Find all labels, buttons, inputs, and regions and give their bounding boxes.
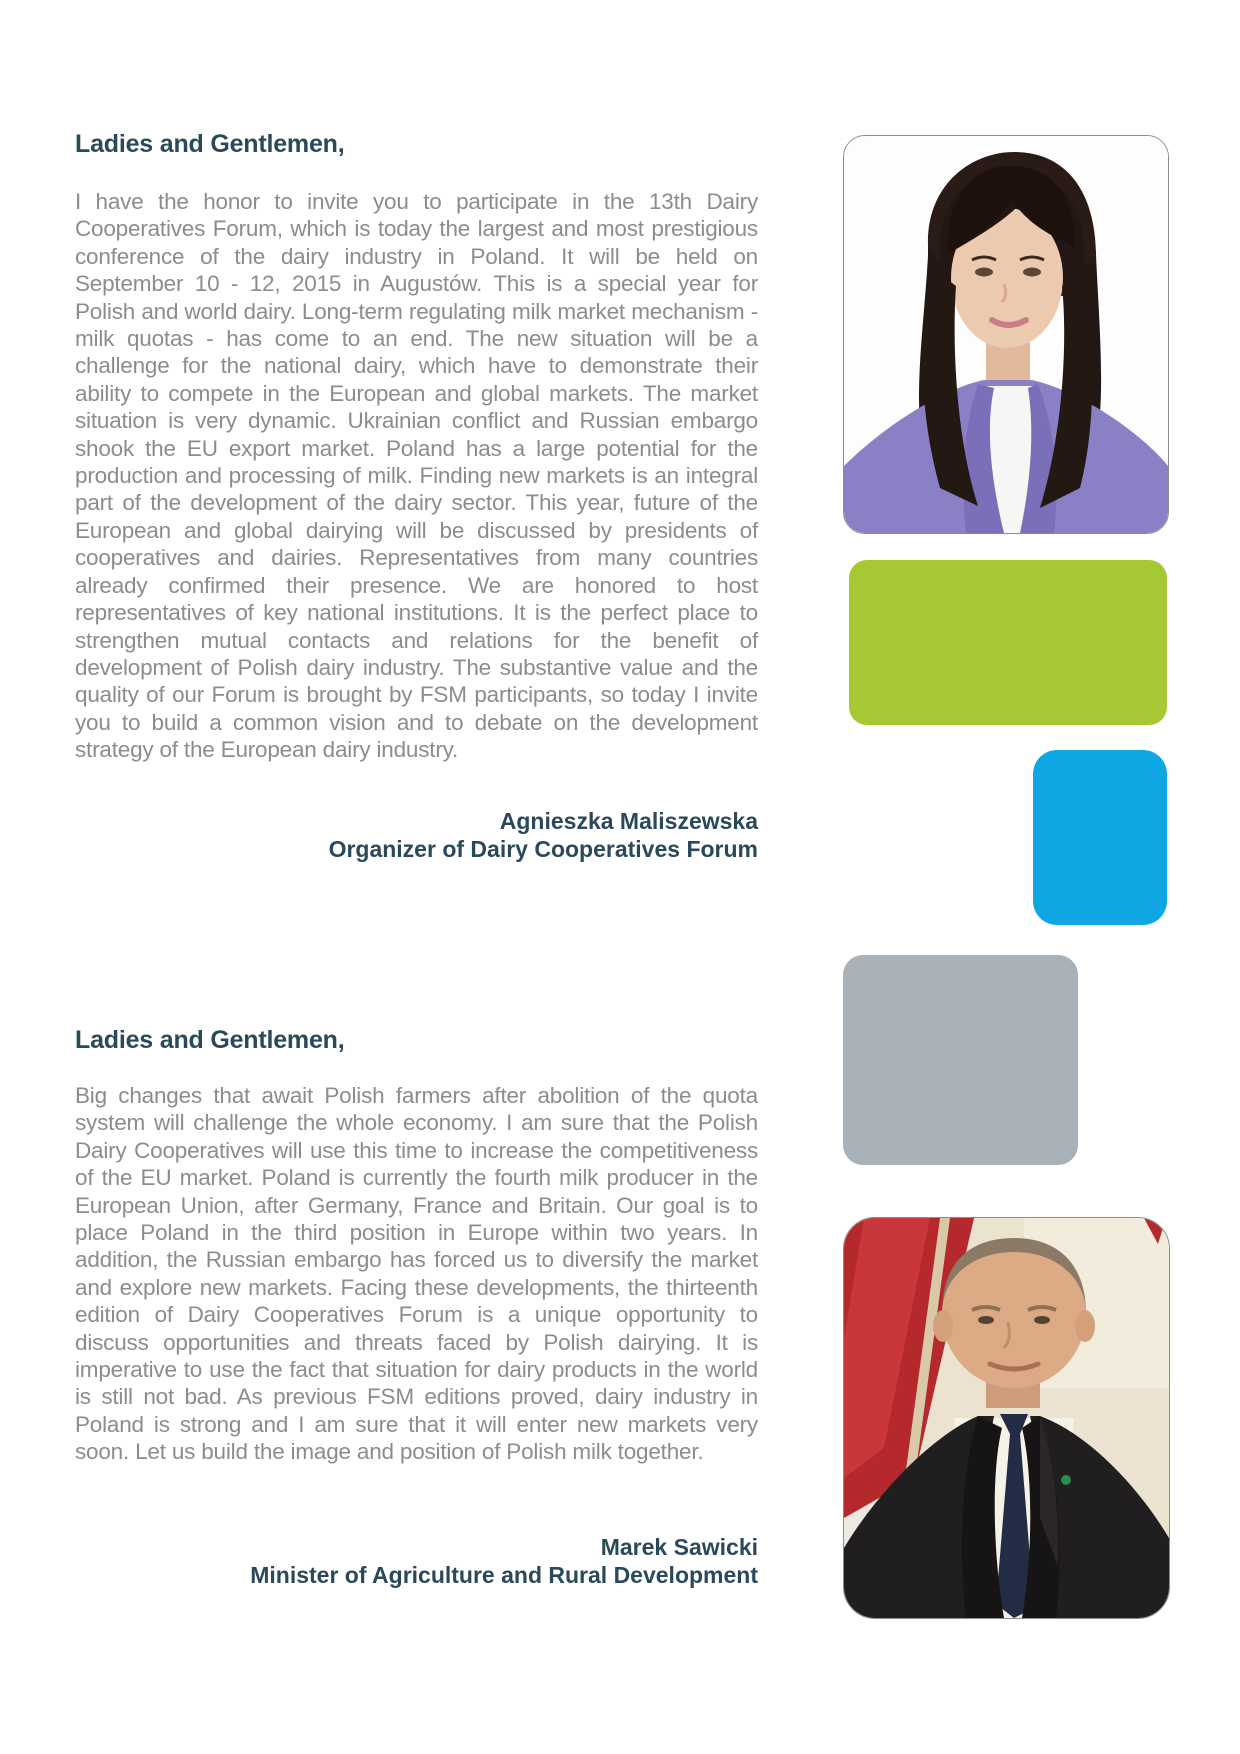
woman-portrait-illustration (844, 136, 1168, 533)
letter-1-body: I have the honor to invite you to participate in the 13th Dairy Cooperatives Forum, which is today the largest and most prestigious conference of the dairy industry in Poland. It will be held on September 10 - 12, 2015 in Augustów. This is a special year for Polish and world dairy. Long-term regulating milk market mechanism - milk quotas - has come to an end. The new situation will be a challenge for the national dairy, which have to demonstrate their ability to compete in the European and global markets. The market situation is very dynamic. Ukrainian conflict and Russian embargo shook the EU export market. Poland has a large potential for the production and processing of milk. Finding new markets is an integral part of the development of the dairy sector. This year, future of the European and global dairying will be discussed by presidents of cooperatives and dairies. Representatives from many countries already confirmed their presence. We are honored to host representatives of key national institutions. It is the perfect place to strengthen mutual contacts and relations for the benefit of development of Polish dairy industry. The substantive value and the quality of our Forum is brought by FSM participants, so today I invite you to build a common vision and to debate on the development strategy of the European dairy industry. (75, 189, 758, 763)
woman-portrait-photo (843, 135, 1169, 534)
signature-1-title: Organizer of Dairy Cooperatives Forum (328, 835, 758, 862)
man-portrait-photo (843, 1217, 1170, 1619)
man-portrait-illustration (844, 1218, 1169, 1618)
signature-2-title: Minister of Agriculture and Rural Development (250, 1561, 758, 1588)
blue-accent-block (1033, 750, 1167, 925)
letter-2-salutation: Ladies and Gentlemen, (75, 1026, 345, 1054)
letter-1-signature (75, 808, 758, 863)
green-accent-block (849, 560, 1167, 725)
signature-1-name: Agnieszka Maliszewska (499, 808, 758, 834)
letter-2-body: Big changes that await Polish farmers after abolition of the quota system will challenge the whole economy. I am sure that the Polish Dairy Cooperatives will use this time to increase the competitiveness of the EU market. Poland is currently the fourth milk producer in the European Union, after Germany, France and Britain. Our goal is to place Poland in the third position in Europe within two years. In addition, the Russian embargo has forced us to diversify the market and explore new markets. Facing these developments, the thirteenth edition of Dairy Cooperatives Forum is a unique opportunity to discuss opportunities and threats faced by Polish dairying. It is imperative to use the fact that situation for dairy products in the world is still not bad. As previous FSM editions proved, dairy industry in Poland is strong and I am sure that it will enter new markets very soon. Let us build the image and position of Polish milk together. (75, 1083, 758, 1465)
letter-1-salutation: Ladies and Gentlemen, (75, 130, 345, 158)
signature-2-name: Marek Sawicki (600, 1534, 758, 1560)
gray-accent-block (843, 955, 1078, 1165)
letter-2-signature (75, 1534, 758, 1589)
